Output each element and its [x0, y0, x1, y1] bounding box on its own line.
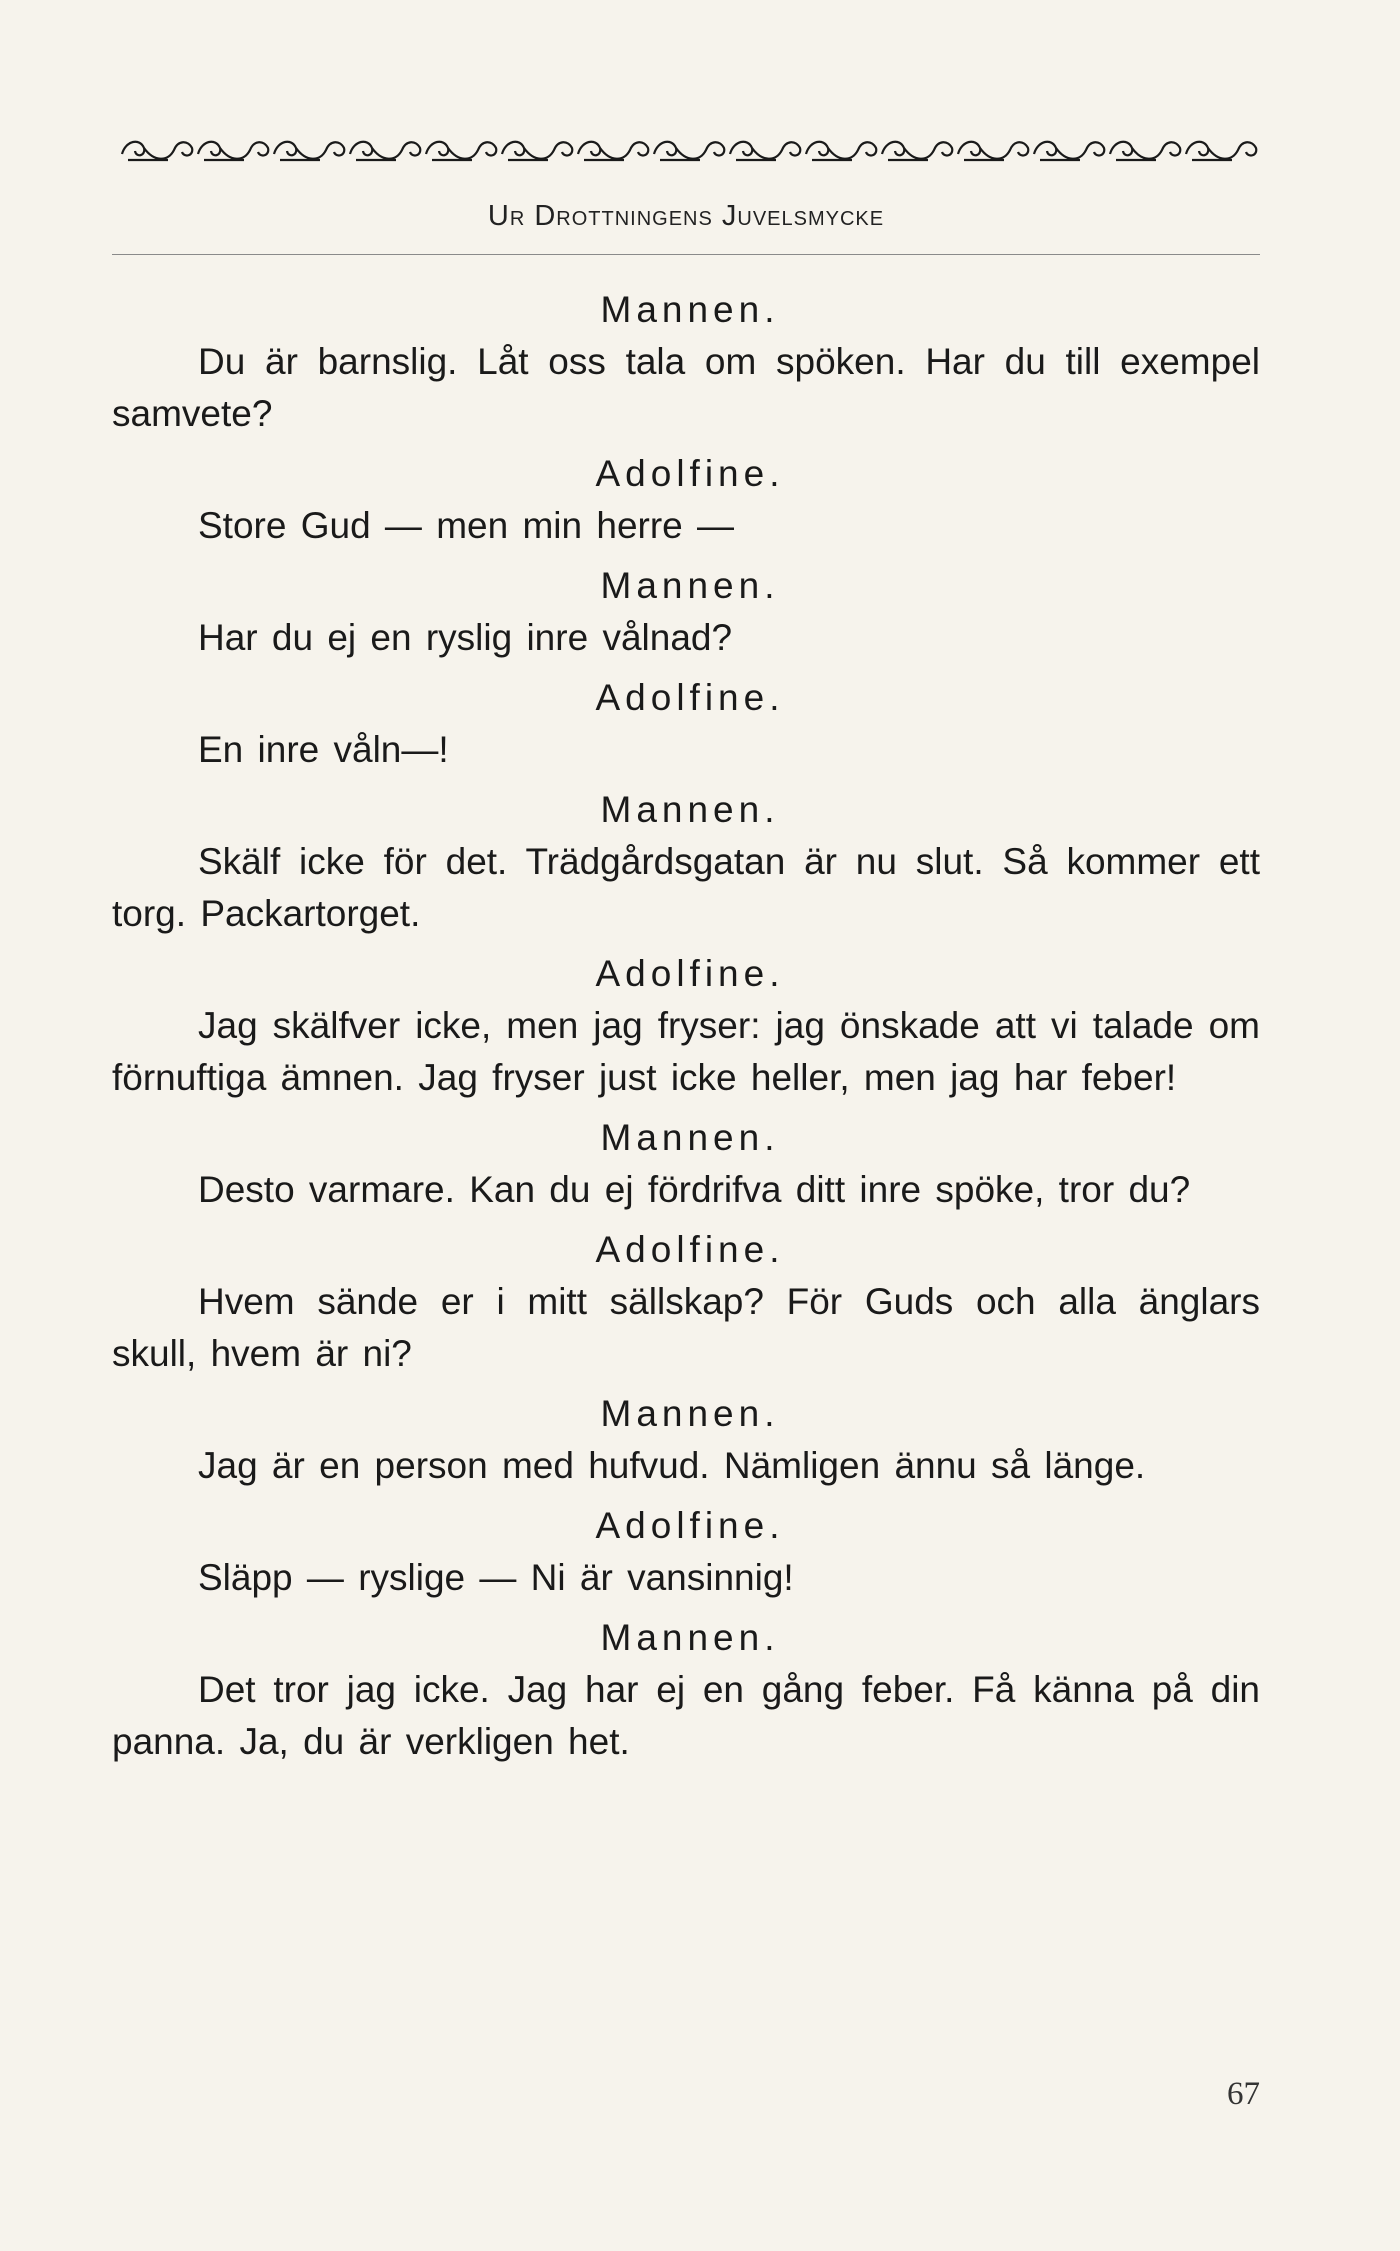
scroll-ornament-band	[118, 130, 1258, 170]
speech-text: Store Gud — men min herre —	[198, 505, 735, 546]
running-head: Ur Drottningens Juvelsmycke	[487, 200, 885, 232]
speech-text: Jag skälfver icke, men jag fryser: jag önskade att vi talade om förnuftiga ämnen. Jag fryser just icke heller, men jag har feber!	[112, 1005, 1260, 1098]
speaker-name: Adolfine.	[595, 1229, 785, 1270]
speech-text: Jag är en person med hufvud. Nämligen ännu så länge.	[198, 1445, 1146, 1486]
speaker-name: Adolfine.	[595, 953, 785, 994]
speech-text: Släpp — ryslige — Ni är vansinnig!	[198, 1557, 794, 1598]
speaker-name: Mannen.	[600, 1617, 780, 1658]
speech-text: Du är barnslig. Låt oss tala om spöken. Har du till exempel samvete?	[112, 341, 1260, 434]
page-number: 67	[1227, 2076, 1260, 2112]
speaker-name: Mannen.	[600, 289, 780, 330]
speech-text: Har du ej en ryslig inre vålnad?	[198, 617, 733, 658]
speaker-name: Mannen.	[600, 565, 780, 606]
speaker-name: Adolfine.	[595, 677, 785, 718]
speaker-name: Mannen.	[600, 789, 780, 830]
speech-text: Skälf icke för det. Trädgårdsgatan är nu slut. Så kommer ett torg. Packartorget.	[112, 841, 1260, 934]
speech-text: Hvem sände er i mitt sällskap? För Guds och alla änglars skull, hvem är ni?	[112, 1281, 1260, 1374]
speech-text: Det tror jag icke. Jag har ej en gång feber. Få känna på din panna. Ja, du är verkligen het.	[112, 1669, 1260, 1762]
speaker-name: Adolfine.	[595, 1505, 785, 1546]
speaker-name: Mannen.	[600, 1393, 780, 1434]
header-rule	[112, 254, 1260, 255]
speaker-name: Mannen.	[600, 1117, 780, 1158]
dialogue-body	[112, 284, 1260, 1776]
speech-text: En inre våln—!	[198, 729, 449, 770]
speaker-name: Adolfine.	[595, 453, 785, 494]
speech-text: Desto varmare. Kan du ej fördrifva ditt inre spöke, tror du?	[198, 1169, 1191, 1210]
